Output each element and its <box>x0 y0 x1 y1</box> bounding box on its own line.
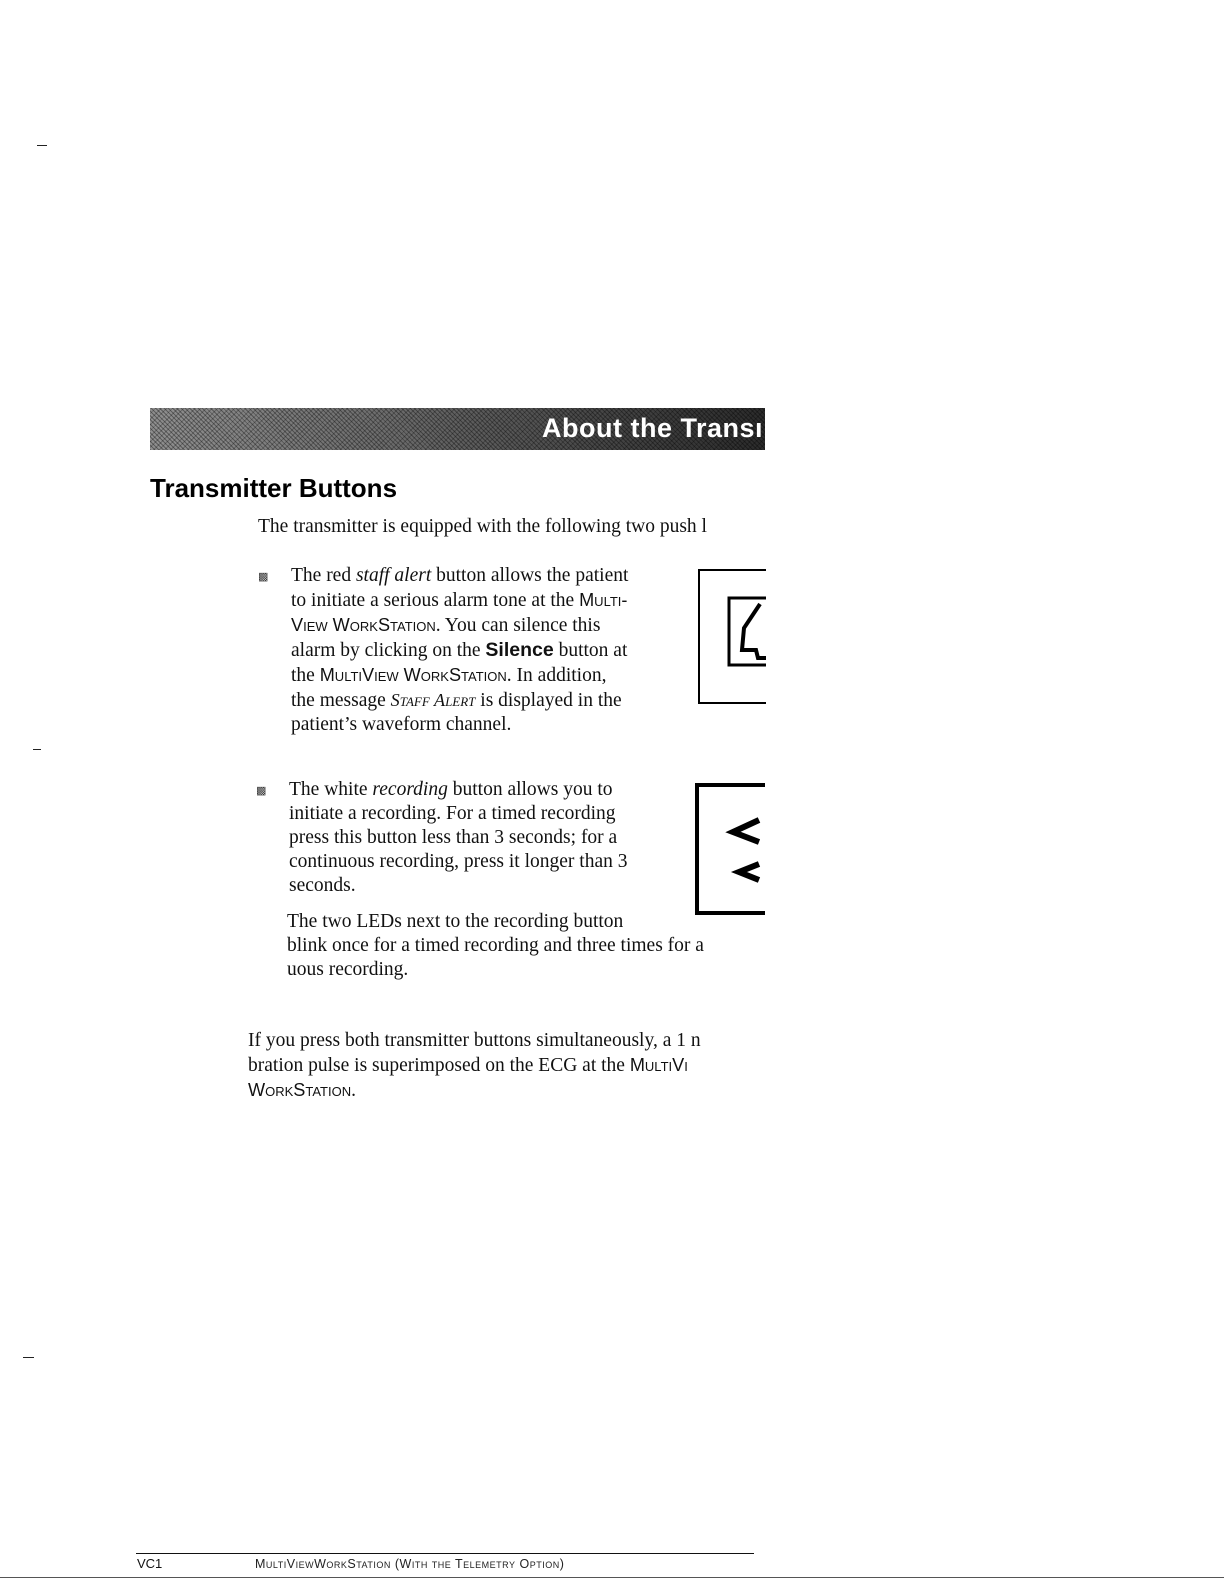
led-paragraph: The two LEDs next to the recording button blink once for a timed recording and three times for a uous recording. <box>287 911 704 980</box>
both-buttons-paragraph: If you press both transmitter buttons simultaneously, a 1 n bration pulse is superimposed on the ECG at the MultiVi WorkStation. <box>248 1030 701 1101</box>
footer-rule <box>136 1553 754 1554</box>
edge-mark <box>23 1357 34 1358</box>
edge-mark <box>37 145 47 146</box>
square-bullet-icon: ▩ <box>256 785 267 797</box>
section-title: Transmitter Buttons <box>150 473 398 503</box>
intro-paragraph: The transmitter is equipped with the following two push l <box>258 516 707 537</box>
chapter-header-band <box>150 408 765 450</box>
footer-title: MultiViewWorkStation (With the Telemetry Option) <box>255 1557 565 1571</box>
staff-alert-paragraph: The red staff alert button allows the patient to initiate a serious alarm tone at the Multi- View WorkStation. You can silence this alarm by clicking on the Silence button at the MultiView WorkStation. In addition, the message Staff Alert is displayed in the patient’s waveform channel. <box>291 565 629 735</box>
square-bullet-icon: ▩ <box>258 571 269 583</box>
footer-page-label: VC1 <box>137 1556 163 1571</box>
staff-alert-button-illustration <box>696 568 766 705</box>
recording-button-illustration <box>693 782 765 916</box>
recording-paragraph: The white recording button allows you to initiate a recording. For a timed recording press this button less than 3 seconds; for a continuous recording, press it longer than 3 seconds. <box>289 779 628 896</box>
chapter-header-text: About the Transı <box>542 413 764 443</box>
edge-mark <box>33 749 41 750</box>
scan-edge-line <box>0 1577 1224 1578</box>
